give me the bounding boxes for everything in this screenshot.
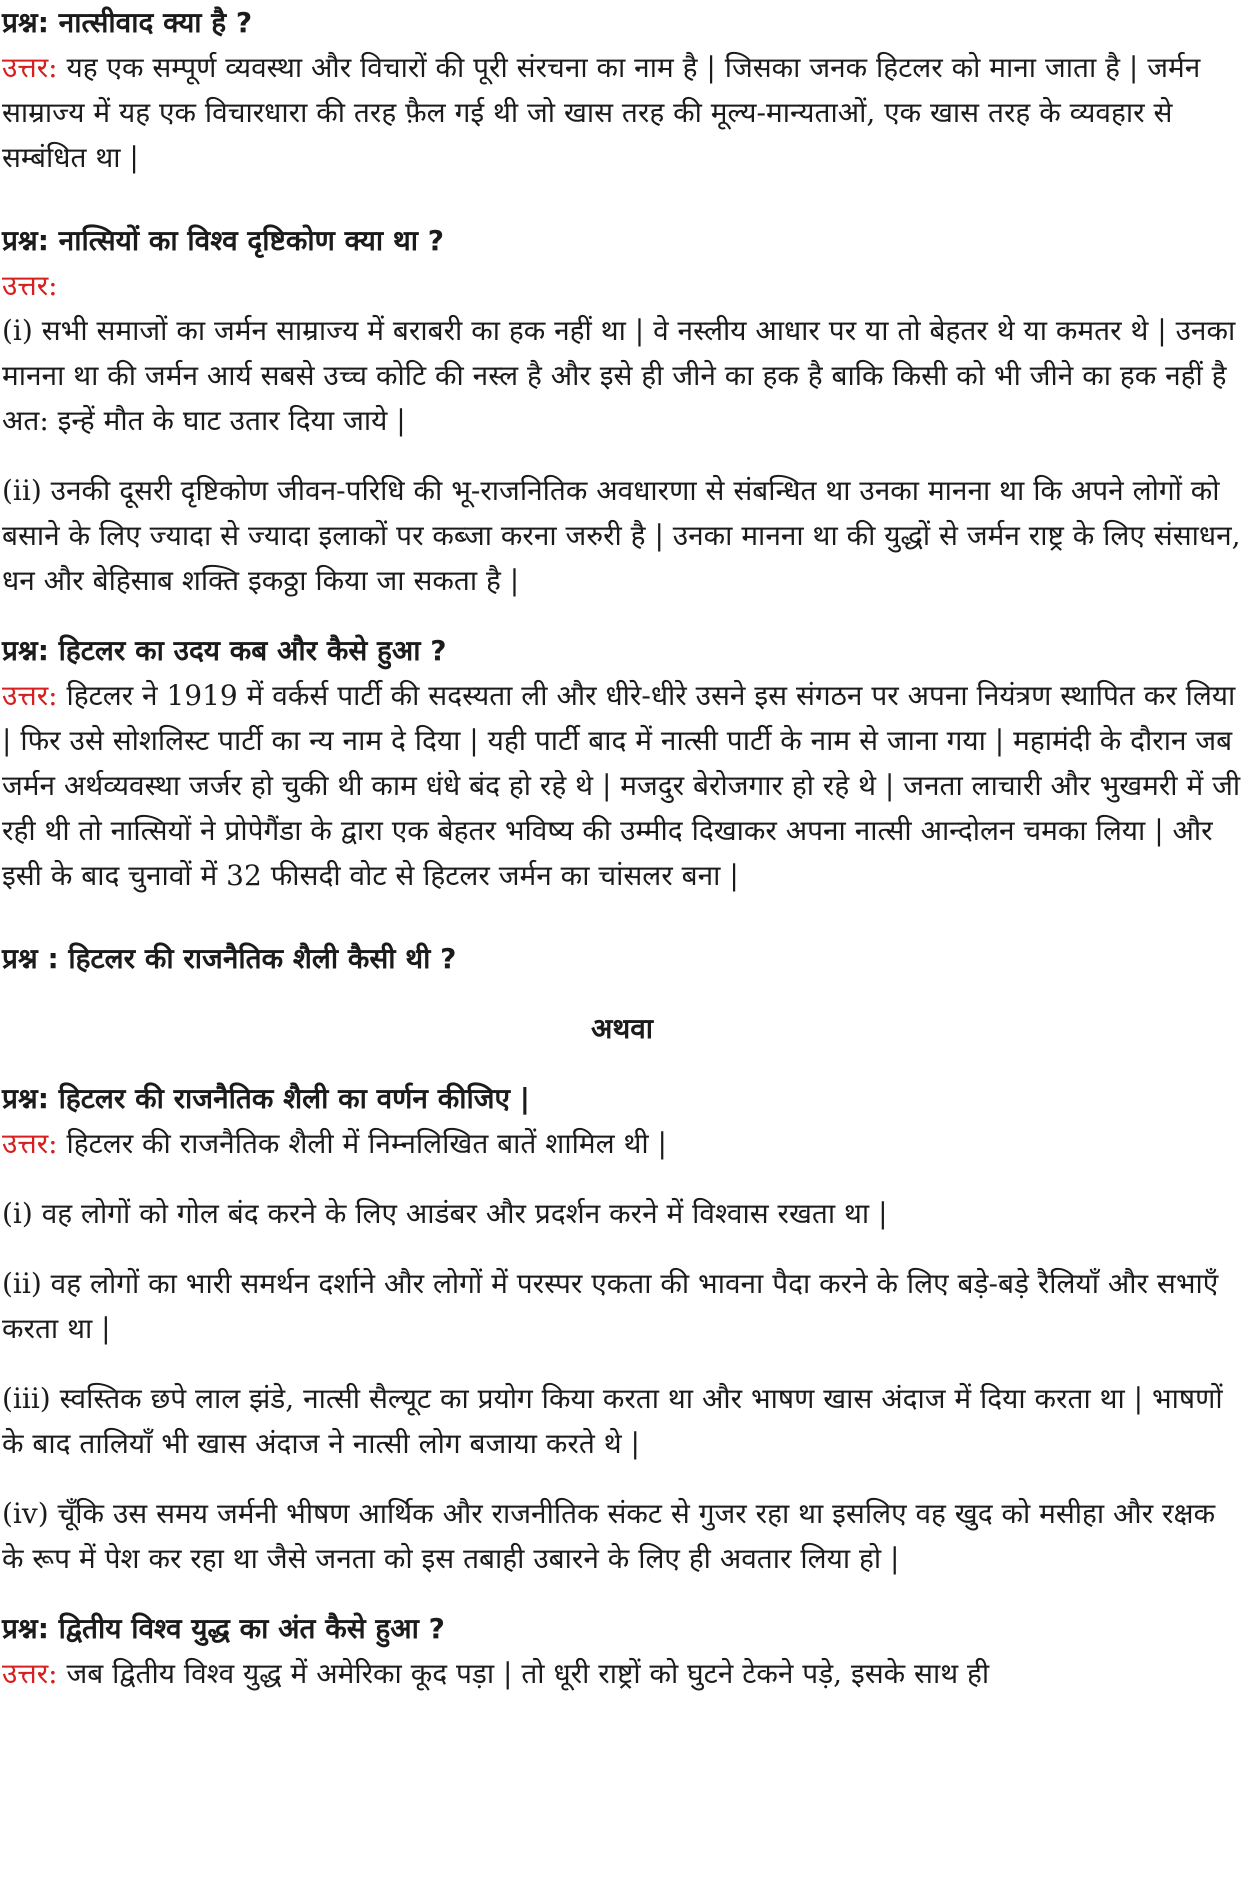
answer-label: उत्तर:	[2, 1127, 58, 1160]
answer-point-1: (i) वह लोगों को गोल बंद करने के लिए आडंबर और प्रदर्शन करने में विश्वास रखता था |	[2, 1197, 888, 1230]
qa-block-nazi-worldview	[2, 218, 1242, 603]
answer-text: हिटलर की राजनैतिक शैली में निम्नलिखित बातें शामिल थी |	[57, 1127, 667, 1160]
answer-label: उत्तर:	[2, 1657, 58, 1690]
question-heading-alt: प्रश्न: हिटलर की राजनैतिक शैली का वर्णन कीजिए |	[2, 1082, 530, 1115]
question-heading: प्रश्न: नात्सियों का विश्व दृष्टिकोण क्या था ?	[2, 224, 445, 257]
question-heading: प्रश्न : हिटलर की राजनैतिक शैली कैसी थी ?	[2, 942, 457, 975]
qa-block-political-style	[2, 936, 1242, 1581]
answer-intro	[2, 1121, 1242, 1166]
answer-point-2: (ii) उनकी दूसरी दृष्टिकोण जीवन-परिधि की भू-राजनितिक अवधारणा से संबन्धित था उनका मानना था कि अपने लोगों को बसाने के लिए ज्यादा से ज्यादा इलाकों पर कब्जा करना जरुरी है | उनका मानना था की युद्धों से जर्मन राष्ट्र के लिए संसाधन, धन और बेहिसाब शक्ति इकठ्ठा किया जा सकता है |	[2, 474, 1241, 597]
answer-text: यह एक सम्पूर्ण व्यवस्था और विचारों की पूरी संरचना का नाम है | जिसका जनक हिटलर को माना जाता है | जर्मन साम्राज्य में यह एक विचारधारा की तरह फ़ैल गई थी जो खास तरह की मूल्य-मान्यताओं, एक खास तरह के व्यवहार से सम्बंधित था |	[2, 51, 1201, 174]
answer-label: उत्तर:	[2, 679, 58, 712]
question-heading: प्रश्न: हिटलर का उदय कब और कैसे हुआ ?	[2, 634, 447, 667]
answer-paragraph	[2, 1651, 1242, 1696]
or-divider: अथवा	[590, 1012, 654, 1045]
answer-point-4: (iv) चूँकि उस समय जर्मनी भीषण आर्थिक और राजनीतिक संकट से गुजर रहा था इसलिए वह खुद को मसीहा और रक्षक के रूप में पेश कर रहा था जैसे जनता को इस तबाही उबारने के लिए ही अवतार लिया हो |	[2, 1497, 1216, 1575]
answer-label: उत्तर:	[2, 51, 58, 84]
answer-point-1: (i) सभी समाजों का जर्मन साम्राज्य में बराबरी का हक नहीं था | वे नस्लीय आधार पर या तो बेहतर थे या कमतर थे | उनका मानना था की जर्मन आर्य सबसे उच्च कोटि की नस्ल है और इसे ही जीने का हक है बाकि किसी को भी जीने का हक नहीं है अत: इन्हें मौत के घाट उतार दिया जाये |	[2, 314, 1236, 437]
answer-text: हिटलर ने 1919 में वर्कर्स पार्टी की सदस्यता ली और धीरे-धीरे उसने इस संगठन पर अपना नियंत्रण स्थापित कर लिया | फिर उसे सोशलिस्ट पार्टी का न्य नाम दे दिया | यही पार्टी बाद में नात्सी पार्टी के नाम से जाना गया | महामंदी के दौरान जब जर्मन अर्थव्यवस्था जर्जर हो चुकी थी काम धंधे बंद हो रहे थे | मजदुर बेरोजगार हो रहे थे | जनता लाचारी और भुखमरी में जी रही थी तो नात्सियों ने प्रोपेगैंडा के द्वारा एक बेहतर भविष्य की उम्मीद दिखाकर अपना नात्सी आन्दोलन चमका लिया | और इसी के बाद चुनावों में 32 फीसदी वोट से हिटलर जर्मन का चांसलर बना |	[2, 679, 1241, 892]
qa-block-nazism	[2, 0, 1242, 180]
document-page	[2, 0, 1242, 1696]
answer-text: जब द्वितीय विश्व युद्ध में अमेरिका कूद पड़ा | तो धूरी राष्ट्रों को घुटने टेकने पड़े, इसके साथ ही	[57, 1657, 990, 1690]
qa-block-ww2-end	[2, 1606, 1242, 1696]
answer-label: उत्तर:	[2, 269, 58, 302]
answer-point-3: (iii) स्वस्तिक छपे लाल झंडे, नात्सी सैल्यूट का प्रयोग किया करता था और भाषण खास अंदाज में दिया करता था | भाषणों के बाद तालियाँ भी खास अंदाज ने नात्सी लोग बजाया करते थे |	[2, 1382, 1223, 1460]
question-heading: प्रश्न: नात्सीवाद क्या है ?	[2, 6, 253, 39]
question-heading: प्रश्न: द्वितीय विश्व युद्ध का अंत कैसे हुआ ?	[2, 1612, 445, 1645]
qa-block-hitler-rise	[2, 628, 1242, 898]
answer-paragraph	[2, 45, 1242, 180]
answer-label-line	[2, 263, 1242, 308]
answer-point-2: (ii) वह लोगों का भारी समर्थन दर्शाने और लोगों में परस्पर एकता की भावना पैदा करने के लिए बड़े-बड़े रैलियाँ और सभाएँ करता था |	[2, 1267, 1219, 1345]
answer-paragraph	[2, 673, 1242, 898]
